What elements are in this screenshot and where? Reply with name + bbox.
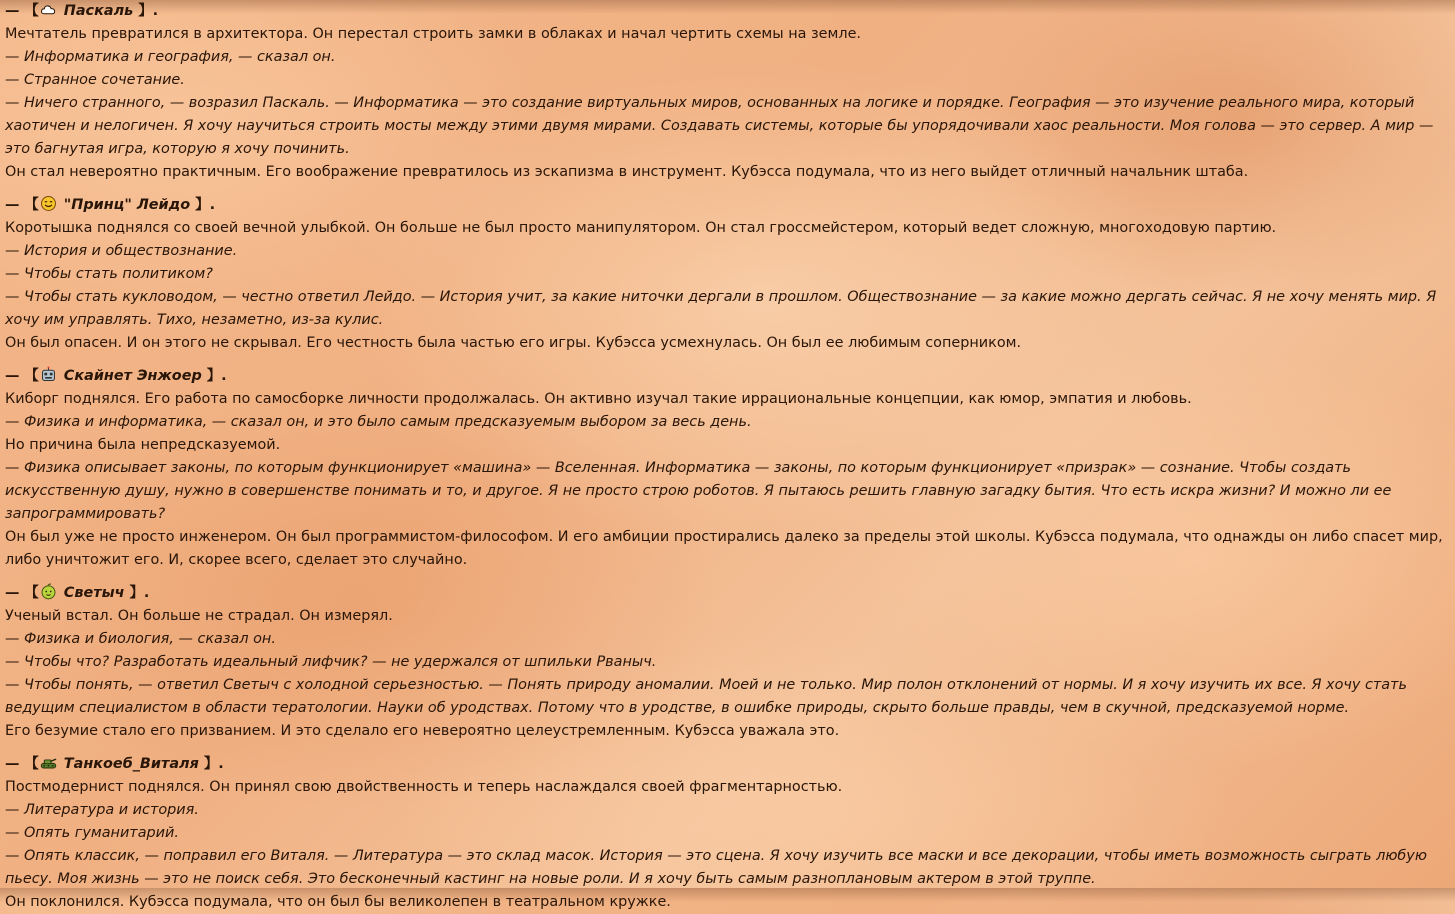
character-section-vitalya <box>5 753 1450 914</box>
character-section-skynet <box>5 365 1450 572</box>
character-heading <box>5 194 1450 217</box>
heading-suffix: 】. <box>138 3 159 19</box>
narration-line: Он был опасен. И он этого не скрывал. Его честность была частью его игры. Кубэсса усмехнулась. Он был ее любимым соперником. <box>5 335 1022 351</box>
narration-line: Он поклонился. Кубэсса подумала, что он был бы великолепен в театральном кружке. <box>5 894 671 910</box>
narration-line: Ученый встал. Он больше не страдал. Он измерял. <box>5 608 393 624</box>
dialogue-line: — Ничего странного, — возразил Паскаль. — Информатика — это создание виртуальных миров, основанных на логике и порядке. География — это изучение реального мира, который хаотичен и нелогичен. Я хочу научиться строить мосты между этими двумя мирами. Создавать системы, которые бы упорядочивали хаос реальности. Моя голова — это сервер. А мир — это багнутая игра, которую я хочу починить. <box>5 95 1434 157</box>
dialogue-line: — Информатика и география, — сказал он. <box>5 49 336 65</box>
heading-suffix: 】. <box>195 197 216 213</box>
story-text <box>5 0 1450 914</box>
heading-suffix: 】. <box>129 585 150 601</box>
dialogue-line: — Опять классик, — поправил его Виталя. — Литература — это склад масок. История — это сцена. Я хочу изучить все маски и все декорации, чтобы иметь возможность сыграть любую пьесу. Моя жизнь — это не поиск себя. Это бесконечный кастинг на новые роли. И я хочу быть самым разноплановым актером в этой труппе. <box>5 848 1427 887</box>
dialogue-line: — Опять гуманитарий. <box>5 825 179 841</box>
smiling-face-icon <box>40 195 57 212</box>
narration-line: Но причина была непредсказуемой. <box>5 437 281 453</box>
heading-prefix: — 【 <box>5 197 39 213</box>
dialogue-line: — Физика и информатика, — сказал он, и это было самым предсказуемым выбором за весь день. <box>5 414 752 430</box>
narration-line: Его безумие стало его призванием. И это сделало его невероятно целеустремленным. Кубэсса уважала это. <box>5 723 840 739</box>
character-heading <box>5 753 1450 776</box>
heading-prefix: — 【 <box>5 3 39 19</box>
heading-prefix: — 【 <box>5 368 39 384</box>
narration-line: Киборг поднялся. Его работа по самосборке личности продолжалась. Он активно изучал такие иррациональные концепции, как юмор, эмпатия и любовь. <box>5 391 1192 407</box>
narration-line: Постмодернист поднялся. Он принял свою двойственность и теперь наслаждался своей фрагментарностью. <box>5 779 843 795</box>
character-section-svetych <box>5 582 1450 743</box>
narration-line: Мечтатель превратился в архитектора. Он перестал строить замки в облаках и начал чертить схемы на земле. <box>5 26 862 42</box>
character-name: Светыч <box>58 585 130 601</box>
character-name: Танкоеб_Виталя <box>58 756 204 772</box>
dialogue-line: — Физика описывает законы, по которым функционирует «машина» — Вселенная. Информатика — законы, по которым функционирует «призрак» — сознание. Чтобы создать искусственную душу, нужно в совершенстве понимать и то, и другое. Я не просто строю роботов. Я пытаюсь решить главную загадку бытия. Что есть искра жизни? И можно ли ее запрограммировать? <box>5 460 1392 522</box>
character-name: Паскаль <box>58 3 139 19</box>
lime-face-icon <box>40 583 57 600</box>
character-heading <box>5 0 1450 23</box>
narration-line: Он стал невероятно практичным. Его воображение превратилось из эскапизма в инструмент. Кубэсса подумала, что из него выйдет отличный начальник штаба. <box>5 164 1249 180</box>
character-heading <box>5 582 1450 605</box>
dialogue-line: — Чтобы стать политиком? <box>5 266 213 282</box>
character-section-pascal <box>5 0 1450 184</box>
heading-prefix: — 【 <box>5 756 39 772</box>
heading-prefix: — 【 <box>5 585 39 601</box>
character-name: "Принц" Лейдо <box>58 197 196 213</box>
robot-icon <box>40 366 57 383</box>
dialogue-line: — Чтобы стать кукловодом, — честно ответил Лейдо. — История учит, за какие ниточки дергали в прошлом. Обществознание — за какие можно дергать сейчас. Я не хочу менять мир. Я хочу им управлять. Тихо, незаметно, из-за кулис. <box>5 289 1437 328</box>
cloud-icon <box>40 1 57 18</box>
dialogue-line: — Странное сочетание. <box>5 72 185 88</box>
character-name: Скайнет Энжоер <box>58 368 207 384</box>
character-section-leido <box>5 194 1450 355</box>
dialogue-line: — Чтобы что? Разработать идеальный лифчик? — не удержался от шпильки Рваныч. <box>5 654 657 670</box>
heading-suffix: 】. <box>203 756 224 772</box>
narration-line: Коротышка поднялся со своей вечной улыбкой. Он больше не был просто манипулятором. Он стал гроссмейстером, который ведет сложную, многоходовую партию. <box>5 220 1277 236</box>
dialogue-line: — Чтобы понять, — ответил Светыч с холодной серьезностью. — Понять природу аномалии. Моей и не только. Мир полон отклонений от нормы. И я хочу изучить их все. Я хочу стать ведущим специалистом в области тератологии. Науки об уродствах. Потому что в уродстве, в ошибке природы, скрыто больше правды, чем в скучной, предсказуемой норме. <box>5 677 1407 716</box>
character-heading <box>5 365 1450 388</box>
dialogue-line: — Литература и история. <box>5 802 199 818</box>
narration-line: Он был уже не просто инженером. Он был программистом-философом. И его амбиции простирались далеко за пределы этой школы. Кубэсса подумала, что однажды он либо спасет мир, либо уничтожит его. И, скорее всего, сделает это случайно. <box>5 529 1443 568</box>
dialogue-line: — Физика и биология, — сказал он. <box>5 631 276 647</box>
dialogue-line: — История и обществознание. <box>5 243 238 259</box>
tank-icon <box>40 754 57 771</box>
heading-suffix: 】. <box>206 368 227 384</box>
